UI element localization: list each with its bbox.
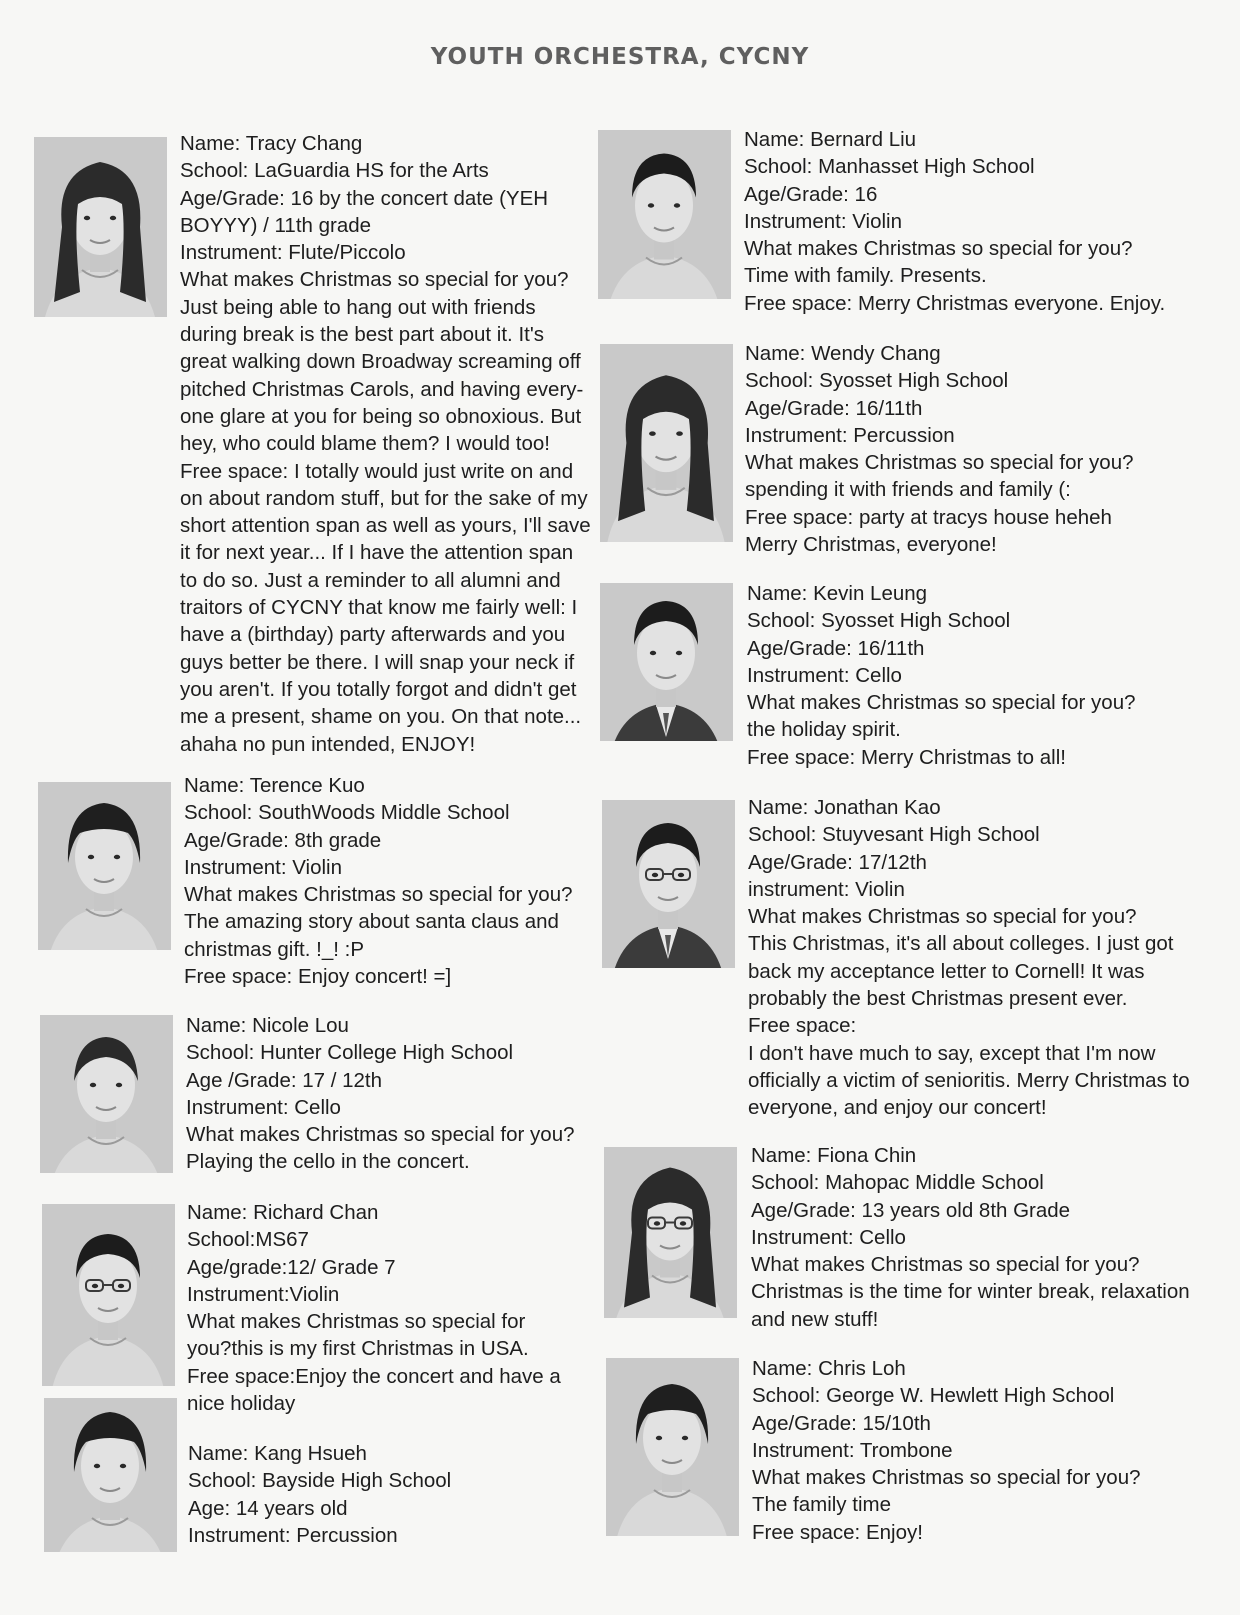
member-photo <box>600 583 733 741</box>
bio-line: Instrument: Cello <box>751 1225 906 1249</box>
bio-line: Playing the cello in the concert. <box>186 1150 470 1174</box>
bio-line: Free space: Enjoy! <box>752 1520 923 1544</box>
bio-line: Instrument: Percussion <box>188 1523 398 1547</box>
bio-line: Name: Terence Kuo <box>184 774 365 797</box>
bio-line: School: LaGuardia HS for the Arts <box>180 159 489 183</box>
bio-line: Name: Kang Hsueh <box>188 1442 367 1465</box>
bio-line: Free space: party at tracys house heheh <box>745 505 1112 529</box>
bio-line: the holiday spirit. <box>747 718 901 742</box>
bio-line: Age/grade:12/ Grade 7 <box>187 1255 396 1279</box>
bio-line: Free space:Enjoy the concert and have a <box>187 1364 561 1388</box>
member-bio <box>184 772 573 990</box>
bio-line: School:MS67 <box>187 1228 309 1252</box>
bio-line: School: SouthWoods Middle School <box>184 801 510 825</box>
bio-line: What makes Christmas so special for you? <box>751 1253 1140 1277</box>
bio-line: short attention span as well as yours, I'll save <box>180 514 591 538</box>
bio-line: Age/Grade: 16/11th <box>745 396 923 420</box>
bio-line: School: Mahopac Middle School <box>751 1171 1044 1195</box>
bio-line: Age: 14 years old <box>188 1496 348 1520</box>
bio-line: Instrument: Flute/Piccolo <box>180 241 406 265</box>
bio-line: probably the best Christmas present ever. <box>748 987 1128 1011</box>
bio-line: officially a victim of senioritis. Merry Christmas to <box>748 1068 1190 1092</box>
bio-line: BOYYY) / 11th grade <box>180 213 372 237</box>
bio-line: Instrument: Trombone <box>752 1438 953 1462</box>
bio-line: spending it with friends and family (: <box>745 478 1071 502</box>
bio-line: The family time <box>752 1493 891 1517</box>
member-photo <box>602 800 735 968</box>
bio-line: on about random stuff, but for the sake of my <box>180 486 588 510</box>
bio-line: Name: Jonathan Kao <box>748 796 941 819</box>
member-bio <box>188 1440 451 1549</box>
bio-line: School: George W. Hewlett High School <box>752 1384 1115 1408</box>
bio-line: Age/Grade: 13 years old 8th Grade <box>751 1198 1071 1222</box>
member-photo <box>604 1147 737 1318</box>
bio-line: Age/Grade: 16 <box>744 182 878 206</box>
bio-line: Instrument:Violin <box>187 1282 340 1306</box>
bio-line: Free space: Enjoy concert! =] <box>184 965 452 989</box>
member-photo <box>40 1015 173 1173</box>
bio-line: hey, who could blame them? I would too! <box>180 432 550 456</box>
member-photo <box>44 1398 177 1552</box>
bio-line: Instrument: Percussion <box>745 423 955 447</box>
member-photo <box>598 130 731 299</box>
bio-line: What makes Christmas so special for you? <box>747 691 1136 715</box>
bio-line: Free space: <box>748 1014 857 1038</box>
bio-line: The amazing story about santa claus and <box>184 910 559 934</box>
bio-line: Merry Christmas, everyone! <box>745 533 997 557</box>
bio-line: Name: Tracy Chang <box>180 132 363 155</box>
bio-line: What makes Christmas so special for you? <box>184 883 573 907</box>
page-title: YOUTH ORCHESTRA, CYCNY <box>430 44 810 70</box>
bio-line: Age/Grade: 17/12th <box>748 850 927 874</box>
bio-line: you aren't. If you totally forgot and didn't get <box>180 677 577 701</box>
bio-line: during break is the best part about it. It's <box>180 323 545 347</box>
bio-line: What makes Christmas so special for you? <box>744 237 1133 261</box>
bio-line: have a (birthday) party afterwards and you <box>180 623 566 647</box>
bio-line: Instrument: Cello <box>747 663 902 687</box>
bio-line: Free space: I totally would just write on and <box>180 459 574 483</box>
member-photo <box>600 344 733 542</box>
bio-line: Name: Kevin Leung <box>747 582 928 605</box>
bio-line: Just being able to hang out with friends <box>180 295 536 319</box>
member-bio <box>752 1355 1141 1546</box>
bio-line: Age/Grade: 16 by the concert date (YEH <box>180 186 549 210</box>
bio-line: Instrument: Violin <box>184 855 343 879</box>
bio-line: ahaha no pun intended, ENJOY! <box>180 732 476 756</box>
bio-line: guys better be there. I will snap your neck if <box>180 650 575 674</box>
bio-line: Christmas is the time for winter break, relaxation <box>751 1280 1190 1304</box>
bio-line: back my acceptance letter to Cornell! It was <box>748 959 1145 983</box>
bio-line: School: Syosset High School <box>747 609 1011 633</box>
bio-line: nice holiday <box>187 1392 296 1416</box>
bio-line: Name: Wendy Chang <box>745 342 941 365</box>
bio-line: School: Stuyvesant High School <box>748 823 1040 847</box>
bio-line: I don't have much to say, except that I'm now <box>748 1041 1156 1065</box>
member-bio <box>187 1199 561 1417</box>
member-bio <box>744 126 1165 317</box>
bio-line: School: Manhasset High School <box>744 155 1035 179</box>
bio-line: What makes Christmas so special for you? <box>186 1123 575 1147</box>
bio-line: you?this is my first Christmas in USA. <box>187 1337 529 1361</box>
member-bio <box>186 1012 575 1176</box>
bio-line: Name: Nicole Lou <box>186 1014 349 1037</box>
member-bio <box>747 580 1136 771</box>
bio-line: everyone, and enjoy our concert! <box>748 1096 1047 1120</box>
bio-line: Name: Fiona Chin <box>751 1144 917 1167</box>
bio-line: Instrument: Violin <box>744 209 903 233</box>
bio-line: School: Syosset High School <box>745 369 1009 393</box>
bio-line: Instrument: Cello <box>186 1095 341 1119</box>
bio-line: Name: Richard Chan <box>187 1201 379 1224</box>
bio-line: instrument: Violin <box>748 877 905 901</box>
bio-line: pitched Christmas Carols, and having every- <box>180 377 584 401</box>
bio-line: What makes Christmas so special for you? <box>745 451 1134 475</box>
member-photo <box>42 1204 175 1386</box>
bio-line: What makes Christmas so special for you? <box>752 1466 1141 1490</box>
bio-line: Age /Grade: 17 / 12th <box>186 1068 383 1092</box>
bio-line: christmas gift. !_! :P <box>184 937 364 961</box>
bio-line: Name: Chris Loh <box>752 1357 906 1380</box>
bio-line: it for next year... If I have the attention span <box>180 541 574 565</box>
bio-line: What makes Christmas so special for you? <box>748 905 1137 929</box>
bio-line: What makes Christmas so special for <box>187 1310 526 1334</box>
bio-line: Age/Grade: 15/10th <box>752 1411 931 1435</box>
bio-line: School: Bayside High School <box>188 1469 452 1493</box>
member-bio <box>745 340 1134 558</box>
bio-line: me a present, shame on you. On that note... <box>180 705 582 729</box>
member-photo <box>34 137 167 317</box>
bio-line: Free space: Merry Christmas to all! <box>747 745 1066 769</box>
bio-line: This Christmas, it's all about colleges. I just got <box>748 932 1174 956</box>
member-bio <box>751 1142 1190 1333</box>
bio-line: School: Hunter College High School <box>186 1041 514 1065</box>
member-photo <box>38 782 171 950</box>
bio-line: and new stuff! <box>751 1307 879 1331</box>
bio-line: Age/Grade: 16/11th <box>747 636 925 660</box>
bio-line: Name: Bernard Liu <box>744 128 917 151</box>
bio-line: Free space: Merry Christmas everyone. Enjoy. <box>744 291 1166 315</box>
bio-line: to do so. Just a reminder to all alumni and <box>180 568 561 592</box>
member-photo <box>606 1358 739 1536</box>
bio-line: Time with family. Presents. <box>744 264 987 288</box>
bio-line: traitors of CYCNY that know me fairly well: I <box>180 596 578 620</box>
member-bio <box>748 794 1190 1122</box>
bio-line: Age/Grade: 8th grade <box>184 828 382 852</box>
bio-line: great walking down Broadway screaming off <box>180 350 581 374</box>
bio-line: What makes Christmas so special for you? <box>180 268 569 292</box>
bio-line: one glare at you for being so obnoxious. But <box>180 404 582 428</box>
member-bio <box>180 130 591 758</box>
